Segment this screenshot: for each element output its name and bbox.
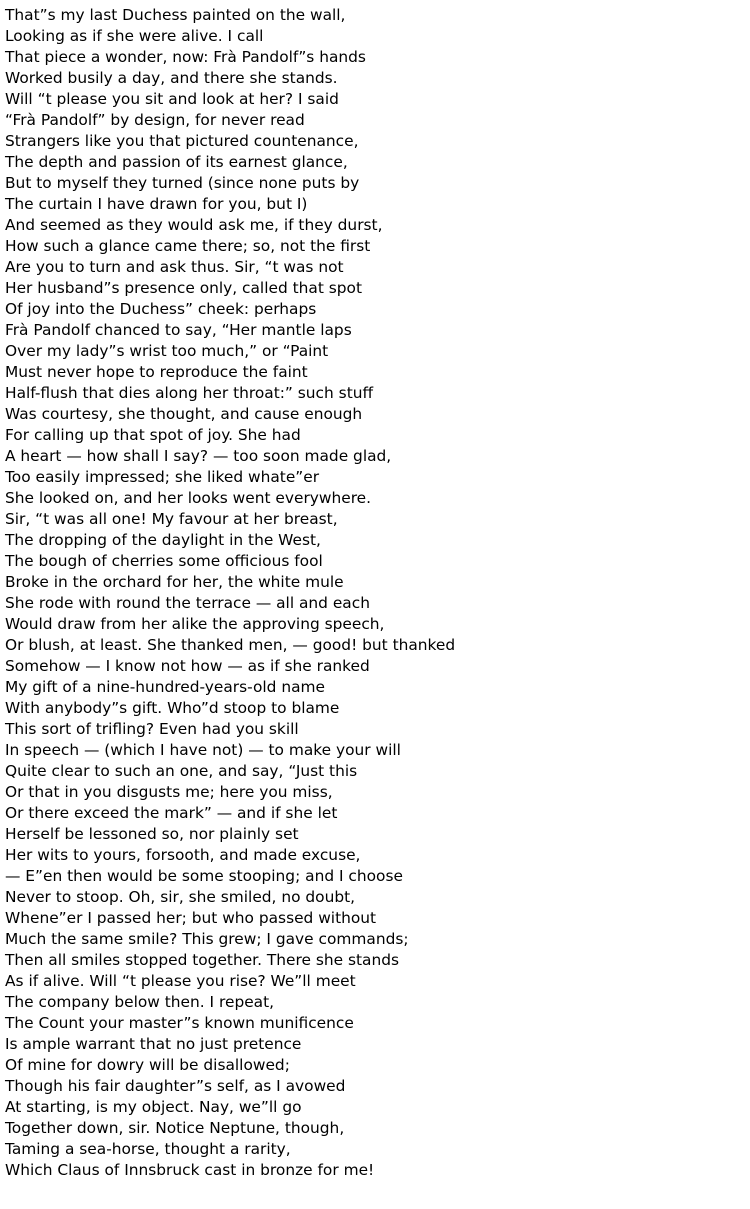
poem-line: Which Claus of Innsbruck cast in bronze for me! — [5, 1161, 375, 1179]
poem-line: As if alive. Will “t please you rise? We”ll meet — [5, 972, 356, 990]
poem-line: Or blush, at least. She thanked men, — good! but thanked — [5, 636, 456, 654]
poem-line: The company below then. I repeat, — [5, 993, 275, 1011]
poem-line: Must never hope to reproduce the faint — [5, 363, 308, 381]
poem-line: Her husband”s presence only, called that spot — [5, 279, 362, 297]
poem-line: Then all smiles stopped together. There she stands — [5, 951, 400, 969]
poem-line: Her wits to yours, forsooth, and made excuse, — [5, 846, 361, 864]
poem-line: She rode with round the terrace — all and each — [5, 594, 370, 612]
poem-line: In speech — (which I have not) — to make your will — [5, 741, 401, 759]
poem-line: Though his fair daughter”s self, as I avowed — [5, 1077, 346, 1095]
poem-line: Or there exceed the mark” — and if she let — [5, 804, 338, 822]
poem-line: Will “t please you sit and look at her? I said — [5, 90, 339, 108]
poem-text — [5, 5, 455, 1181]
poem-line: Strangers like you that pictured countenance, — [5, 132, 359, 150]
poem-line: A heart — how shall I say? — too soon made glad, — [5, 447, 392, 465]
poem-line: Too easily impressed; she liked whate”er — [5, 468, 320, 486]
poem-line: Taming a sea-horse, thought a rarity, — [5, 1140, 291, 1158]
poem-line: At starting, is my object. Nay, we”ll go — [5, 1098, 302, 1116]
poem-line: Broke in the orchard for her, the white mule — [5, 573, 344, 591]
poem-line: Much the same smile? This grew; I gave commands; — [5, 930, 409, 948]
poem-line: For calling up that spot of joy. She had — [5, 426, 301, 444]
poem-line: Frà Pandolf chanced to say, “Her mantle laps — [5, 321, 352, 339]
poem-line: Somehow — I know not how — as if she ranked — [5, 657, 370, 675]
poem-line: The dropping of the daylight in the West, — [5, 531, 321, 549]
poem-line: Worked busily a day, and there she stands. — [5, 69, 338, 87]
poem-line: My gift of a nine-hundred-years-old name — [5, 678, 325, 696]
poem-line: Or that in you disgusts me; here you miss, — [5, 783, 333, 801]
poem-line: The Count your master”s known munificence — [5, 1014, 354, 1032]
poem-line: “Frà Pandolf” by design, for never read — [5, 111, 305, 129]
poem-line: Never to stoop. Oh, sir, she smiled, no doubt, — [5, 888, 356, 906]
poem-line: How such a glance came there; so, not the first — [5, 237, 371, 255]
poem-line: Would draw from her alike the approving speech, — [5, 615, 385, 633]
poem-line: Is ample warrant that no just pretence — [5, 1035, 302, 1053]
poem-line: Was courtesy, she thought, and cause enough — [5, 405, 363, 423]
poem-line: Of mine for dowry will be disallowed; — [5, 1056, 290, 1074]
poem-line: Of joy into the Duchess” cheek: perhaps — [5, 300, 317, 318]
poem-line: Together down, sir. Notice Neptune, though, — [5, 1119, 345, 1137]
poem-line: The curtain I have drawn for you, but I) — [5, 195, 308, 213]
poem-line: Herself be lessoned so, nor plainly set — [5, 825, 299, 843]
poem-line: Whene”er I passed her; but who passed without — [5, 909, 377, 927]
poem-line: That piece a wonder, now: Frà Pandolf”s hands — [5, 48, 366, 66]
poem-line: But to myself they turned (since none puts by — [5, 174, 360, 192]
poem-line: The depth and passion of its earnest glance, — [5, 153, 348, 171]
poem-line: And seemed as they would ask me, if they durst, — [5, 216, 383, 234]
poem-line: Are you to turn and ask thus. Sir, “t was not — [5, 258, 344, 276]
poem-line: Sir, “t was all one! My favour at her breast, — [5, 510, 338, 528]
poem-line: — E”en then would be some stooping; and I choose — [5, 867, 403, 885]
poem-line: Half-flush that dies along her throat:” such stuff — [5, 384, 374, 402]
poem-line: Looking as if she were alive. I call — [5, 27, 264, 45]
poem-line: With anybody”s gift. Who”d stoop to blame — [5, 699, 340, 717]
poem-line: That”s my last Duchess painted on the wall, — [5, 6, 346, 24]
poem-line: This sort of trifling? Even had you skill — [5, 720, 299, 738]
poem-line: Over my lady”s wrist too much,” or “Paint — [5, 342, 329, 360]
poem-line: Quite clear to such an one, and say, “Just this — [5, 762, 358, 780]
poem-line: The bough of cherries some officious fool — [5, 552, 323, 570]
poem-line: She looked on, and her looks went everywhere. — [5, 489, 372, 507]
